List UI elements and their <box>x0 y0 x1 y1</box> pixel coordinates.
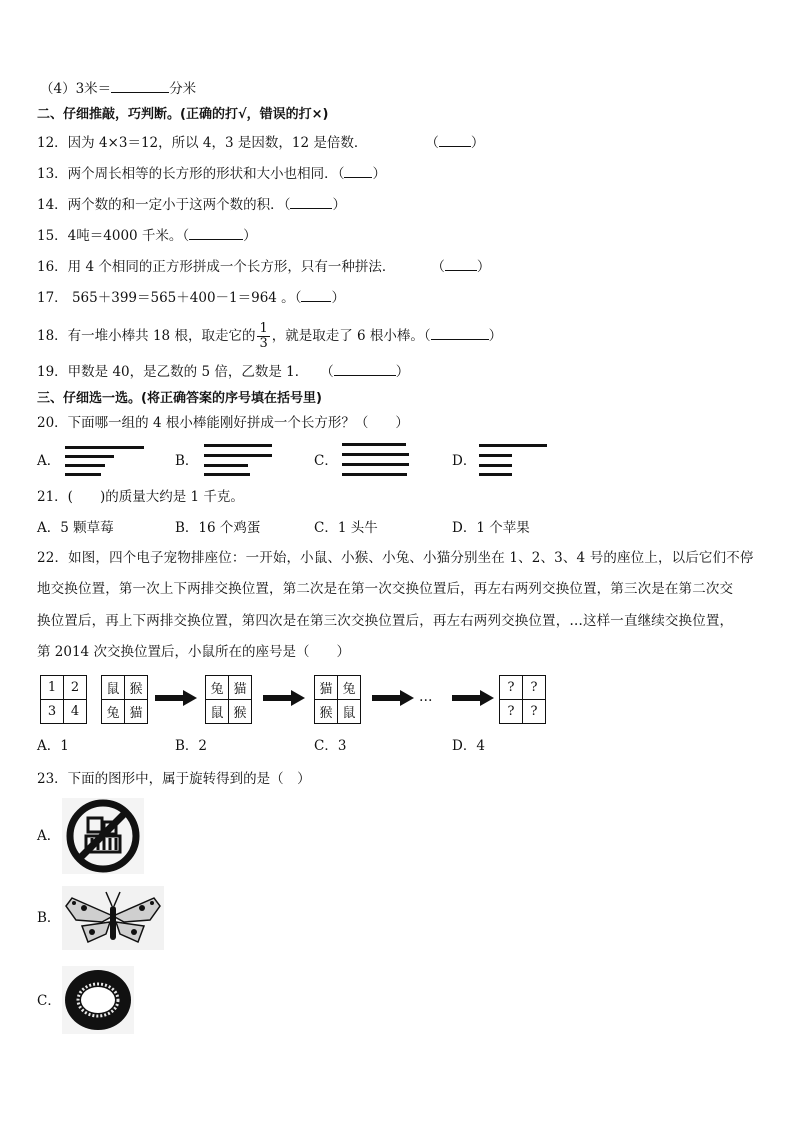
question-21: 21．( )的质量大约是 1 千克。 <box>37 489 244 505</box>
paren-left: （ <box>320 364 334 380</box>
question-22-line-3: 换位置后，再上下两排交换位置，第四次是在第三次交换位置后，再左右两列交换位置，…这样一直继续交换位置， <box>37 613 734 629</box>
option-a-label[interactable]: A． <box>37 453 61 469</box>
seat-cell: 兔 <box>102 700 125 724</box>
ellipsis: … <box>419 689 433 705</box>
question-13 <box>37 165 386 183</box>
stick <box>204 473 250 476</box>
fraction <box>257 322 269 351</box>
butterfly-icon <box>62 886 164 950</box>
seat-cell: 猴 <box>229 700 252 724</box>
question-text-cont: ，就是取走了 6 根小棒。 <box>271 328 424 344</box>
stick <box>65 473 101 476</box>
seat-cell: 鼠 <box>206 700 229 724</box>
stick <box>342 443 406 446</box>
seat-cell: 猫 <box>125 700 148 724</box>
stick <box>479 444 547 447</box>
paren-left: （ <box>423 328 431 344</box>
fraction-denominator: 3 <box>259 336 268 351</box>
seat-cell: 兔 <box>338 676 361 700</box>
paren-left: （ <box>425 135 439 151</box>
seat-grid-5 <box>499 675 546 724</box>
stick <box>204 444 272 447</box>
paren-right: ） <box>332 197 346 213</box>
sticks-option-d <box>479 443 549 477</box>
seat-cell: 4 <box>64 700 87 724</box>
q23-option-b-label[interactable]: B． <box>37 910 61 926</box>
q4-prefix: （4）3米＝ <box>40 81 112 97</box>
arrow-right-icon <box>155 690 197 706</box>
section3-title: 三、仔细选一选。(将正确答案的序号填在括号里) <box>37 391 322 406</box>
paren-right: ） <box>372 166 386 182</box>
paren-left: （ <box>283 197 291 213</box>
question-22-line-2: 地交换位置，第一次上下两排交换位置，第二次是在第一次交换位置后，再左右两列交换位置，第三次是在第二次交 <box>37 581 734 597</box>
answer-blank[interactable] <box>189 227 243 240</box>
question-12 <box>37 134 484 152</box>
answer-blank[interactable] <box>344 165 372 178</box>
q21-option-a[interactable]: A．5 颗草莓 <box>37 520 114 536</box>
paren-left: （ <box>337 166 345 182</box>
stick <box>342 463 409 466</box>
paren-left: （ <box>182 228 190 244</box>
q22-option-c[interactable]: C．3 <box>314 738 347 754</box>
answer-blank[interactable] <box>445 258 477 271</box>
paren-right: ） <box>470 135 485 151</box>
question-text: 17． 565＋399＝565＋400－1＝964 。 <box>37 290 295 306</box>
answer-blank[interactable] <box>439 134 471 147</box>
paren-right: ） <box>488 328 503 344</box>
seat-grid-2 <box>101 675 148 724</box>
question-23: 23．下面的图形中，属于旋转得到的是（ ） <box>37 771 311 787</box>
question-text: 12．因为 4×3＝12，所以 4，3 是因数，12 是倍数． <box>37 135 368 151</box>
seat-cell: ? <box>523 676 546 700</box>
question-22-line-1: 22．如图，四个电子宠物排座位：一开始，小鼠、小猴、小兔、小猫分别坐在 1、2、3、4 号的座位上，以后它们不停 <box>37 550 754 566</box>
arrow-right-icon <box>263 690 305 706</box>
seat-grid-3 <box>205 675 252 724</box>
q4-line <box>40 80 196 98</box>
paren-left: （ <box>294 290 302 306</box>
question-text: 14．两个数的和一定小于这两个数的积． <box>37 197 284 213</box>
paren-right: ） <box>476 259 491 275</box>
q4-suffix: 分米 <box>169 81 197 97</box>
paren-right: ） <box>331 290 345 306</box>
question-20: 20．下面哪一组的 4 根小棒能刚好拼成一个长方形？（ ） <box>37 415 409 431</box>
ring-icon <box>62 966 134 1034</box>
stick <box>65 446 144 449</box>
answer-blank[interactable] <box>290 196 332 209</box>
seat-cell: 猫 <box>315 676 338 700</box>
question-text: 16．用 4 个相同的正方形拼成一个长方形，只有一种拼法． <box>37 259 396 275</box>
arrow-right-icon <box>452 690 494 706</box>
q21-option-d[interactable]: D．1 个苹果 <box>452 520 530 536</box>
seat-cell: ? <box>523 700 546 724</box>
stick <box>65 455 114 458</box>
stick <box>479 473 512 476</box>
q22-option-b[interactable]: B．2 <box>175 738 208 754</box>
seat-cell: 兔 <box>206 676 229 700</box>
option-c-label[interactable]: C． <box>314 453 338 469</box>
seat-cell: 鼠 <box>338 700 361 724</box>
question-14 <box>37 196 346 214</box>
answer-blank[interactable] <box>301 289 331 302</box>
q21-option-b[interactable]: B．16 个鸡蛋 <box>175 520 261 536</box>
seat-cell: 鼠 <box>102 676 125 700</box>
paren-right: ） <box>243 228 257 244</box>
question-text: 19．甲数是 40，是乙数的 5 倍，乙数是 1． <box>37 364 309 380</box>
answer-blank[interactable] <box>111 80 169 93</box>
seat-cell: 猴 <box>315 700 338 724</box>
no-building-sign-icon <box>62 798 144 874</box>
stick <box>204 464 248 467</box>
stick <box>342 453 409 456</box>
seat-cell: ? <box>500 676 523 700</box>
stick <box>342 473 407 476</box>
section2-title: 二、仔细推敲，巧判断。(正确的打√，错误的打×) <box>37 107 329 122</box>
question-18 <box>37 322 502 351</box>
option-b-label[interactable]: B． <box>175 453 199 469</box>
fraction-numerator: 1 <box>259 321 268 336</box>
question-16 <box>37 258 490 276</box>
stick <box>479 464 512 467</box>
seat-grid-4 <box>314 675 361 724</box>
q23-option-a-label[interactable]: A． <box>37 828 61 844</box>
answer-blank[interactable] <box>334 363 396 376</box>
seat-cell: ? <box>500 700 523 724</box>
seat-cell: 2 <box>64 676 87 700</box>
question-text: 15．4吨＝4000 千米。 <box>37 228 183 244</box>
arrow-right-icon <box>372 690 414 706</box>
paren-right: ） <box>395 364 410 380</box>
sticks-option-b <box>204 443 274 477</box>
stick <box>479 454 512 457</box>
seat-cell: 3 <box>41 700 64 724</box>
q23-option-c-label[interactable]: C． <box>37 993 61 1009</box>
stick <box>65 464 105 467</box>
q22-option-d[interactable]: D．4 <box>452 738 485 754</box>
sticks-option-c <box>342 442 412 478</box>
question-22-line-4: 第 2014 次交换位置后，小鼠所在的座号是（ ） <box>37 644 350 660</box>
question-text: 13．两个周长相等的长方形的形状和大小也相同． <box>37 166 338 182</box>
paren-left: （ <box>431 259 445 275</box>
stick <box>204 454 272 457</box>
seat-cell: 猴 <box>125 676 148 700</box>
seat-cell: 1 <box>41 676 64 700</box>
sticks-option-a <box>65 445 145 477</box>
option-d-label[interactable]: D． <box>452 453 477 469</box>
question-15 <box>37 227 257 245</box>
answer-blank[interactable] <box>431 327 489 340</box>
question-text: 18．有一堆小棒共 18 根，取走它的 <box>37 328 256 344</box>
q21-option-c[interactable]: C．1 头牛 <box>314 520 378 536</box>
question-17 <box>37 289 345 307</box>
q22-option-a[interactable]: A．1 <box>37 738 69 754</box>
seat-grid-1 <box>40 675 87 724</box>
question-19 <box>37 363 409 381</box>
seat-cell: 猫 <box>229 676 252 700</box>
